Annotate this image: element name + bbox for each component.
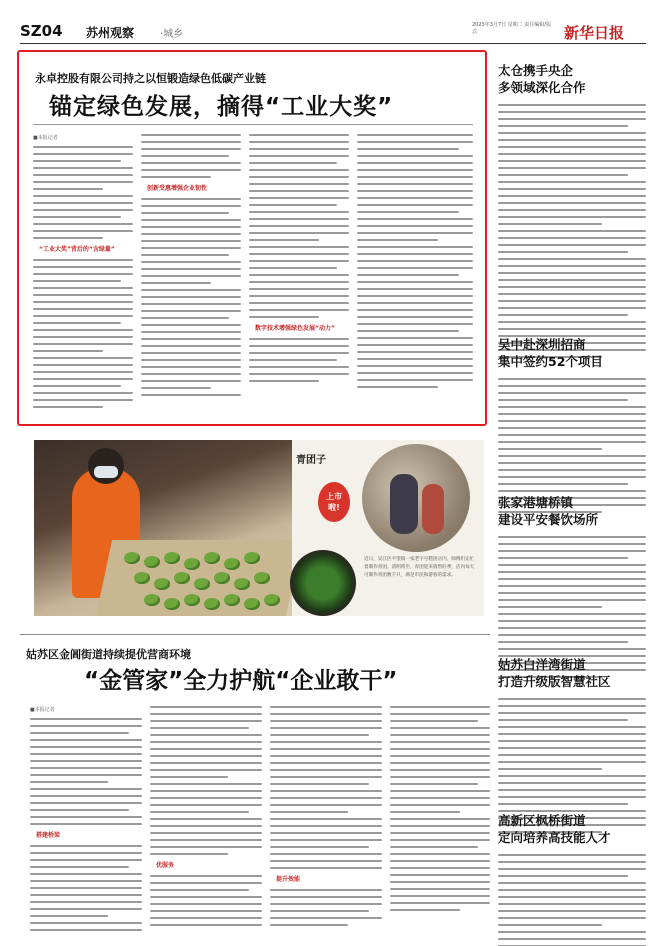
photo-worker-image (34, 440, 292, 616)
right-story-2-body (498, 378, 646, 513)
story2-byline: ■本报记者 (30, 707, 55, 713)
story2-column-4 (390, 706, 490, 932)
feature-column-1 (33, 134, 133, 418)
date-line: 2023年3月7日 星期二 责任编辑/版式 (472, 22, 551, 35)
right-story-3[interactable] (498, 494, 646, 683)
section-title: 苏州观察 (86, 26, 135, 40)
feature-column-4 (357, 134, 473, 418)
section-divider (20, 634, 490, 635)
right-story-4-title: 姑苏白洋湾街道 打造升级版智慧社区 (498, 657, 611, 689)
page-number: SZ04 (20, 22, 63, 40)
subsection-title: ·城乡 (160, 29, 184, 40)
photo-badge: 上市 啦! (318, 482, 350, 522)
right-story-5-title: 高新区枫桥街道 定向培养高技能人才 (498, 813, 611, 845)
right-story-4[interactable] (498, 656, 646, 838)
feature-column-2 (141, 134, 241, 418)
newspaper-logo: 新华日报 (564, 24, 625, 42)
story2-kicker: 姑苏区金阊街道持续提优营商环境 (26, 648, 191, 661)
photo-qingtuan-image (290, 550, 356, 616)
story2-column-2 (150, 706, 262, 932)
right-story-5-body (498, 854, 646, 946)
photo-feature (34, 440, 484, 616)
feature-subhead-1: “工业大奖”背后的“含绿量” (39, 246, 115, 253)
feature-subhead-3: 数字技术增强绿色发展“动力” (255, 325, 335, 332)
story2-subhead-1: 搭建桥梁 (36, 832, 61, 839)
feature-headline: 锚定绿色发展，摘得“工业大奖” (49, 94, 394, 120)
feature-kicker: 永卓控股有限公司持之以恒锻造绿色低碳产业链 (35, 72, 266, 85)
feature-story-frame[interactable] (17, 50, 487, 426)
right-story-3-title: 张家港塘桥镇 建设平安餐饮场所 (498, 495, 599, 527)
right-story-1[interactable] (498, 62, 646, 363)
feature-column-3 (249, 134, 349, 418)
masthead (20, 22, 646, 44)
right-story-2-title: 吴中赴深圳招商 集中签约52个项目 (498, 337, 603, 369)
right-story-1-title: 太仓携手央企 多领域深化合作 (498, 63, 586, 95)
feature-subhead-2: 创新受惠增强企业韧性 (147, 185, 208, 192)
story2-column-1 (30, 706, 142, 932)
feature-byline: ■本报记者 (33, 135, 58, 141)
story2-subhead-2: 优服务 (156, 862, 175, 869)
photo-title: 青团子 (296, 455, 326, 466)
feature-rule (33, 124, 473, 125)
right-story-1-body (498, 104, 646, 358)
right-story-2[interactable] (498, 336, 646, 518)
story2-column-3 (270, 706, 382, 932)
photo-caption: 近日，吴江区平望镇一家老字号糕团店内，师傅们正忙着制作青团。清明将至，青团迎来销售旺季，店内每天可制作青团数千只，满足市民和游客的需求。 (364, 557, 475, 578)
right-story-5[interactable] (498, 812, 646, 946)
story2-subhead-3: 提升效能 (276, 876, 301, 883)
photo-shoppers-image (362, 444, 470, 552)
story2-headline: “金管家”全力护航“企业敢干” (84, 668, 398, 694)
